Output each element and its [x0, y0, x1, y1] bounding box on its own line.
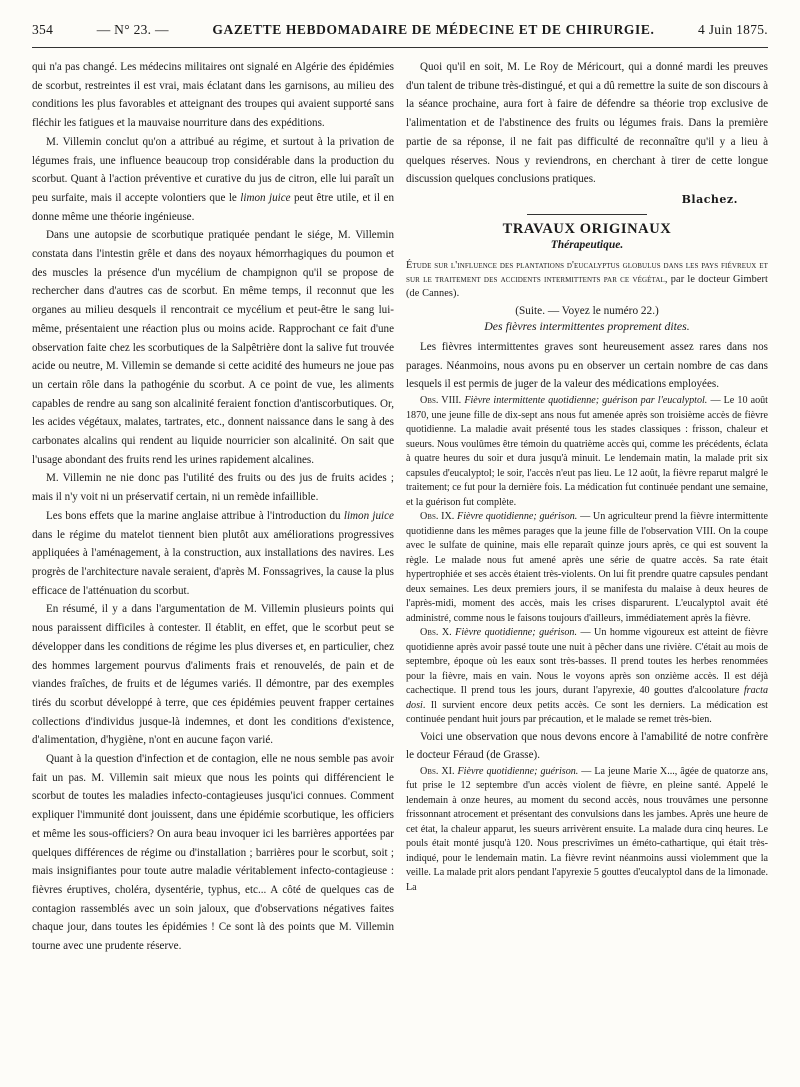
paragraph: Quant à la question d'infection et de contagion, elle ne nous semble pas avoir fait un pas. M. Villemin sait mieux que nous les points qui différencient le scorbut de toutes les maladies infecto-contagieuses jusqu'ici connues. Comment expliquer l'immunité dont jouissent, dans une épidémie scorbutique, les officiers et même les sous-officiers? On aura beau invoquer ici les barrières apportées par quelques différences de régime ou d'installation ; barrières pour le scorbut, soit ; mais insignifiantes pour toute autre maladie véritablement infecto-contagieuse : fièvres éruptives, choléra, dysentérie, typhus, etc... A côté de quelques cas de contagion rassemblés avec un soin jaloux, que d'observations négatives faites chaque jour, dans toutes les épidémies ! Ce sont là des points que M. Villemin tourne avec une prudente réserve. — [32, 753, 394, 953]
paragraph: Les bons effets que la marine anglaise attribue à l'introduction du limon juice dans le régime du matelot tiennent bien plutôt aux améliorations progressives appliquées à l'aménagement, à la construction, aux installations des navires. Les progrès de l'architecture navale seraient, d'après M. Fonssagrives, la cause la plus efficace de l'atténuation du scorbut. — [32, 509, 394, 597]
article-title: Étude sur l'influence des plantations d'eucalyptus globulus dans les pays fiévreux et sur le traitement des accidents intermittents par ce végétal, par le docteur Gimbert (de Cannes). — [406, 259, 768, 299]
paragraph: Quoi qu'il en soit, M. Le Roy de Méricourt, qui a donné mardi les preuves d'un talent de tribune très-distingué, et qui a dû remettre la suite de son discours à la séance prochaine, aura fort à faire de défendre sa théorie trop exclusive de l'alimentation et de l'abstinence des fruits ou légumes frais. Dans la première partie de sa réponse, il ne fait pas difficulté de reconnaître qu'il y a lieu à quelques réserves. Nous y reviendrons, en cherchant à tirer de cette longue discussion quelques conclusions pratiques. — [406, 61, 768, 186]
paragraph: En résumé, il y a dans l'argumentation de M. Villemin plusieurs points qui nous paraissent difficiles à contester. Il établit, en effet, que le scorbut peut se développer dans les conditions de régime les plus diverses et, en particulier, chez des hommes largement pourvus d'aliments frais et renouvelés, de pain et de viandes fraîches, de fruits et de légumes variés. Il démontre, par des exemples tirés du scorbut développé à terre, que ces épidémies peuvent frapper certaines collections d'individus jusque-là indemnes, et dont les conditions d'existence, d'alimentation, d'hygiène, n'ont en aucune façon varié. — [32, 603, 394, 747]
observation-11: Obs. XI. Fièvre quotidienne; guérison. — La jeune Marie X..., âgée de quatorze ans, fut prise le 12 septembre d'un accès violent de fièvre, en pleine santé. Appelé le lendemain à onze heures, au moment du second accès, nous trouvâmes une personne frissonnant atrocement et présentant des convulsions dans les jambes. Après une heure de cet état, la chaleur apparut, les sueurs arrivèrent ensuite. La malade dura cinq heures. Le pouls était monté jusqu'à 120. Nous prescrivîmes un éméto-cathartique, qui était très-indiqué, pour le lendemain matin. La fièvre revint néanmoins aussi violemment que la veille. La malade prit alors pendant l'apyrexie 5 gouttes d'eucalyptol dans de la limonade. La — [406, 765, 768, 893]
divider — [527, 214, 647, 215]
continuation-note: (Suite. — Voyez le numéro 22.) — [515, 304, 659, 317]
paragraph: Voici une observation que nous devons encore à l'amabilité de notre confrère le docteur Féraud (de Grasse). — [406, 730, 768, 762]
page-number: 354 — [32, 22, 54, 37]
paragraph: M. Villemin conclut qu'on a attribué au régime, et surtout à la privation de légumes frais, une influence beaucoup trop considérable dans la production du scorbut. Quant à l'action préventive et curative du jus de citron, elle lui paraît un peu surfaite, mais il accepte volontiers que le limon juice peut être utile, et il en donne même une théorie ingénieuse. — [32, 135, 394, 223]
subsection-heading: Des fièvres intermittentes proprement dites. — [484, 318, 690, 333]
issue-date: 4 Juin 1875. — [698, 22, 768, 37]
journal-title: GAZETTE HEBDOMADAIRE DE MÉDECINE ET DE CHIRURGIE. — [212, 22, 655, 37]
signature: Blachez. — [681, 192, 738, 206]
paragraph: M. Villemin ne nie donc pas l'utilité des fruits ou des jus de fruits acides ; mais il n'y voit ni un préservatif certain, ni un remède infaillible. — [32, 472, 394, 504]
observation-9: Obs. IX. Fièvre quotidienne; guérison. — Un agriculteur prend la fièvre intermittente quotidienne dans les mêmes parages que la jeune fille de l'observation VIII. On la coupe avec le sulfate de quinine, mais elle reparaît quinze jours après, ce qui est souvent la règle. Le malade nous fut amené après une série de quatre accès. Sa rate était hypertrophiée et ses accès étaient très-violents. On lui fit prendre quatre capsules pendant deux semaines. Les deux premiers jours, il se manifesta du malaise à deux heures de l'après-midi, moment des accès, mais les crises disparurent. L'eucalyptol avait été administré, comme nous le faisons toujours d'ailleurs, immédiatement après la fièvre. — [406, 511, 768, 624]
issue-number: — N° 23. — — [96, 22, 169, 37]
paragraph: Les fièvres intermittentes graves sont heureusement assez rares dans nos parages. Néanmoins, nous avons pu en observer un certain nombre de cas dans lesquels il est permis de juger de la valeur des médications employées. — [406, 340, 768, 391]
paragraph: qui n'a pas changé. Les médecins militaires ont signalé en Algérie des épidémies de scorbut, restreintes il est vrai, mais éclatant dans les garnisons, au milieu des conditions les plus favorables et atteignant des troupes qui avaient supporté sans fléchir les fatigues et la mauvaise nourriture dans des expéditions. — [32, 61, 394, 130]
section-title: TRAVAUX ORIGINAUX — [502, 220, 672, 237]
right-column — [406, 58, 768, 1068]
columns — [32, 58, 768, 1068]
left-column — [32, 58, 394, 1068]
paragraph: Dans une autopsie de scorbutique pratiquée pendant le siége, M. Villemin constata dans l'intestin grêle et dans des noyaux hémorrhagiques du poumon et des muscles la présence d'un mycélium de champignon qu'il se propose de rechercher dans d'autres cas de scorbut. En même temps, il reconnut que les organes au milieu desquels il rencontrait ce mycélium et peut-être le sang lui-même, présentaient une réaction plus ou moins acide. Rapprochant ce fait d'une observation faite chez les scorbutiques de la Salpêtrière dont la salive fut trouvée acide ou neutre, M. Villemin se demande si cette acidité des humeurs ne joue pas un certain rôle dans la pathogénie du scorbut. A ce point de vue, les aliments capables de rendre au sang son alcalinité feraient fonction d'antiscorbutiques. Or, les acides végétaux, malates, tartrates, etc., donnent naissance dans le sang à des carbonates alcalins qui rendent au liquide nourricier son alcalinité. On sait que l'usage abondant des fruits rend les urines rapidement alcalines. — [32, 229, 394, 466]
observation-10: Obs. X. Fièvre quotidienne; guérison. — Un homme vigoureux est atteint de fièvre quotidienne après avoir passé toute une nuit à pêcher dans une rivière. C'était au mois de septembre, époque où les eaux sont très-basses. Il prend toutes les herbes renommées pour la fièvre, mais en vain. Nous le voyons après son onzième accès. Il est déjà cachectique. Il prend tous les jours, durant l'apyrexie, 40 gouttes d'alcoolature fracta dosi. Il survient encore deux petits accès. Ce sont les derniers. La médication est continuée pendant huit jours par précaution, et le malade se remet très-bien. — [406, 627, 768, 726]
page-header — [32, 22, 768, 48]
observation-8: Obs. VIII. Fièvre intermittente quotidienne; guérison par l'eucalyptol. — Le 10 août 1870, une jeune fille de dix-sept ans nous fut amenée après son troisième accès de fièvre quotidienne. La maladie avait présenté tous les stades classiques : frisson, chaleur et sueurs. Nous voulûmes être témoin du quatrième accès qui, comme les précédents, éclata à quatre heures du soir et dura jusqu'à minuit. Le lendemain matin, la malade prit six capsules d'eucalyptol; le soir, l'accès n'eut pas lieu. Le 12 août, la fièvre reparut malgré le traitement; ce fut pour la dernière fois. La médication fut continuée pendant une semaine, et la guérison fut complète. — [406, 395, 768, 508]
section-subtitle: Thérapeutique. — [550, 238, 624, 251]
